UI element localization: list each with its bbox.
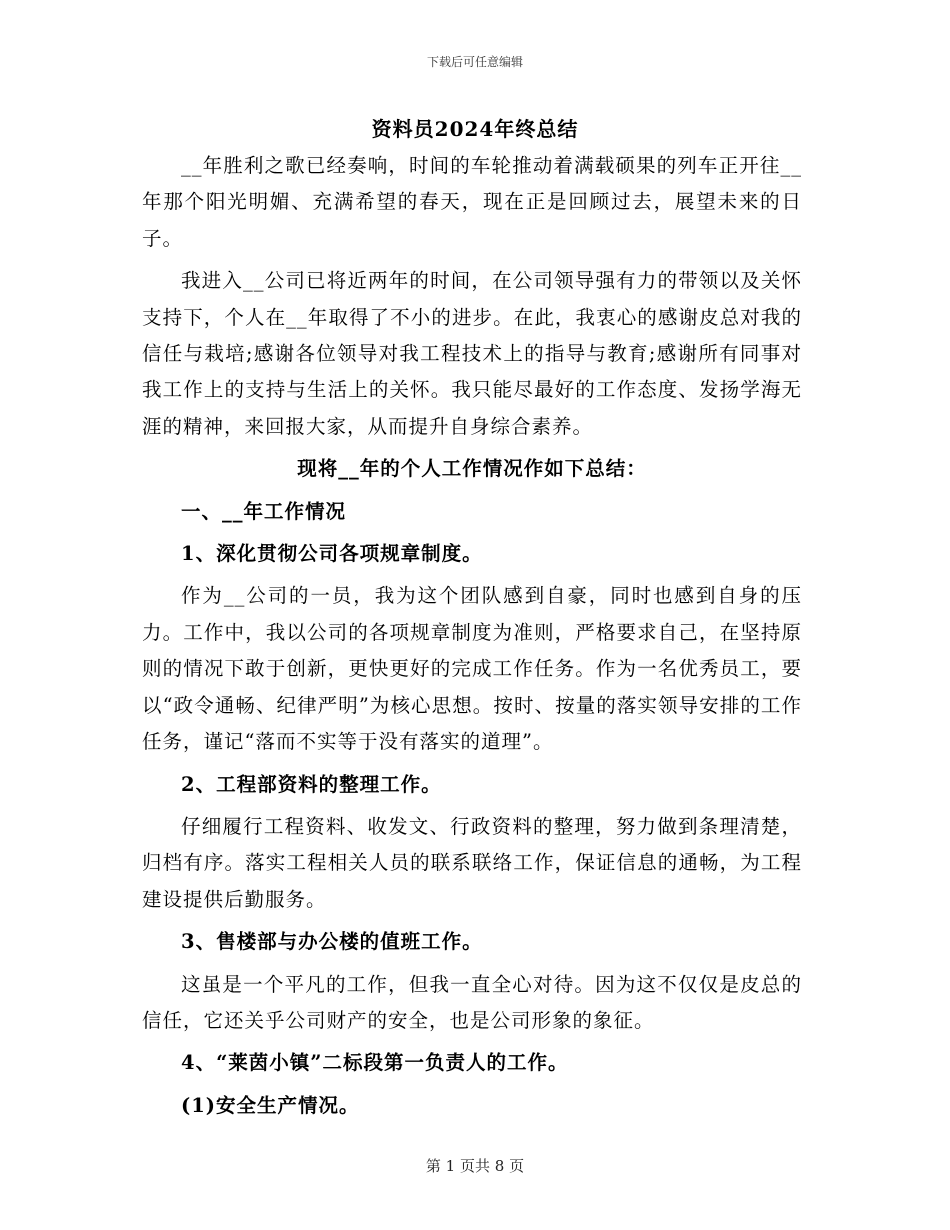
document-body [142, 148, 802, 1124]
item-heading-1: 1、深化贯彻公司各项规章制度。 [181, 542, 483, 566]
item-subheading-4-1: (1)安全生产情况。 [181, 1093, 360, 1117]
paragraph-thanks: 我进入__公司已将近两年的时间，在公司领导强有力的带领以及关怀支持下，个人在__年取得了不小的进步。在此，我衷心的感谢皮总对我的信任与栽培;感谢各位领导对我工程技术上的指导与教育;感谢所有同事对我工作上的支持与生活上的关怀。我只能尽最好的工作态度、发扬学海无涯的精神，来回报大家，从而提升自身综合素养。 [142, 269, 802, 438]
item-text-1: 作为__公司的一员，我为这个团队感到自豪，同时也感到自身的压力。工作中，我以公司的各项规章制度为准则，严格要求自己，在坚持原则的情况下敢于创新，更快更好的完成工作任务。作为一名优秀员工，要以“政令通畅、纪律严明”为核心思想。按时、按量的落实领导安排的工作任务，谨记“落而不实等于没有落实的道理”。 [142, 584, 802, 754]
header-note: 下载后可任意编辑 [426, 55, 523, 69]
item-text-2: 仔细履行工程资料、收发文、行政资料的整理，努力做到条理清楚，归档有序。落实工程相关人员的联系联络工作，保证信息的通畅，为工程建设提供后勤服务。 [142, 814, 802, 911]
document-title: 资料员2024年终总结 [371, 117, 579, 141]
paragraph-intro: __年胜利之歌已经奏响，时间的车轮推动着满载硕果的列车正开往__年那个阳光明媚、充满希望的春天，现在正是回顾过去，展望未来的日子。 [142, 154, 802, 250]
summary-heading: 现将__年的个人工作情况作如下总结： [297, 457, 647, 481]
item-heading-4: 4、“莱茵小镇”二标段第一负责人的工作。 [181, 1051, 569, 1075]
section-heading-1: 一、__年工作情况 [181, 499, 347, 523]
page-footer: 第 1 页共 8 页 [425, 1157, 525, 1175]
item-heading-3: 3、售楼部与办公楼的值班工作。 [181, 930, 483, 954]
item-text-3: 这虽是一个平凡的工作，但我一直全心对待。因为这不仅仅是皮总的信任，它还关乎公司财产的安全，也是公司形象的象征。 [142, 972, 802, 1032]
item-heading-2: 2、工程部资料的整理工作。 [181, 772, 442, 796]
